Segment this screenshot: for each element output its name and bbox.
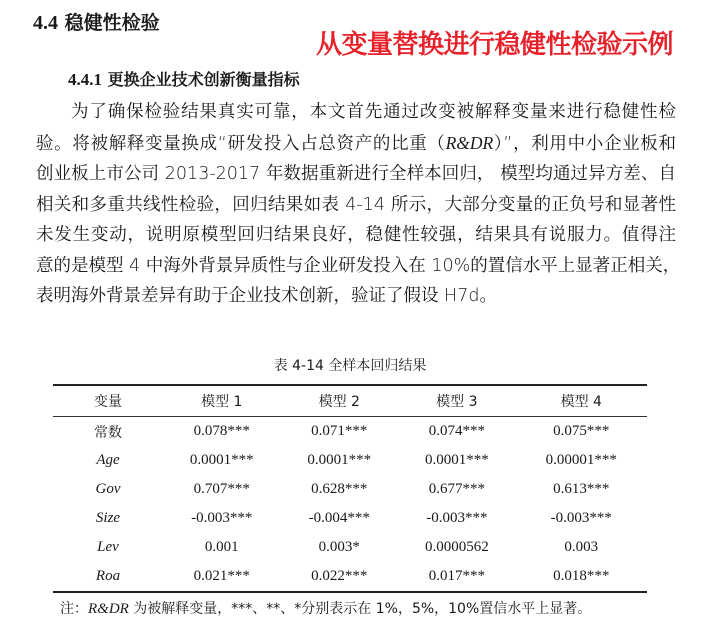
paragraph-line: 表明海外背景差异有助于企业技术创新，验证了假设 H7d。	[36, 286, 497, 306]
cell: 0.677***	[428, 481, 485, 497]
table-caption: 表 4-14 全样本回归结果	[273, 358, 427, 374]
header-model-3: 模型 3	[436, 394, 478, 410]
header-model-4: 模型 4	[560, 394, 602, 410]
note-dep-var: R&DR	[88, 601, 129, 617]
section-heading	[33, 8, 160, 35]
banner-title: 从变量替换进行稳健性检验示例	[316, 30, 674, 60]
row-variable: Lev	[97, 539, 119, 555]
paragraph-line: 意的是模型 4 中海外背景异质性与企业研发投入在 10%的置信水平上显著正相关，	[36, 255, 681, 276]
header-variable: 变量	[94, 394, 122, 410]
cell: 0.0001***	[424, 452, 489, 468]
cell: 0.075***	[553, 423, 610, 439]
section-number: 4.4	[33, 12, 58, 34]
cell: 0.078***	[193, 423, 250, 439]
cell: 0.00001***	[545, 452, 617, 468]
cell: 0.022***	[311, 568, 368, 584]
row-variable: Age	[96, 452, 120, 468]
row-variable: Roa	[95, 568, 121, 584]
header-model-1: 模型 1	[201, 394, 243, 410]
cell: 0.074***	[428, 423, 485, 439]
cell: 0.0001***	[189, 452, 254, 468]
cell: 0.707***	[193, 481, 250, 497]
row-variable: 常数	[94, 424, 122, 441]
table-header-row	[53, 385, 647, 417]
table-row	[53, 417, 647, 447]
cell: 0.003	[564, 539, 599, 555]
row-variable: Size	[95, 510, 121, 526]
cell: -0.003***	[191, 510, 253, 526]
paragraph-line: 为了确保检验结果真实可靠，本文首先通过改变被解释变量来进行稳健性检	[71, 102, 676, 122]
regression-table	[53, 384, 647, 593]
row-variable: Gov	[95, 481, 121, 497]
paragraph-line: 相关和多重共线性检验，回归结果如表 4-14 所示，大部分变量的正负号和显著性	[36, 194, 676, 215]
line-text: ）”，利用中小企业板和	[493, 133, 676, 154]
cell: 0.0001***	[307, 452, 372, 468]
note-text: 为被解释变量，***、**、*分别表示在 1%，5%，10%置信水平上显著。	[128, 601, 592, 617]
cell: 0.613***	[553, 481, 610, 497]
subsection-number: 4.4.1	[68, 70, 102, 89]
table-row	[53, 446, 647, 475]
cell: 0.018***	[553, 568, 610, 584]
cell: 0.628***	[311, 481, 368, 497]
paragraph-line: 未发生变动，说明原模型回归结果良好，稳健性较强，结果具有说服力。值得注	[36, 225, 676, 245]
cell: 0.071***	[311, 423, 368, 439]
table-row	[53, 562, 647, 592]
line-text: 验。将被解释变量换成“研发投入占总资产的比重（	[36, 133, 446, 154]
table-row	[53, 475, 647, 504]
cell: -0.003***	[426, 510, 488, 526]
subsection-title: 更换企业技术创新衡量指标	[107, 70, 300, 89]
section-title: 稳健性检验	[64, 12, 160, 34]
header-model-2: 模型 2	[318, 394, 360, 410]
body-paragraph	[36, 97, 681, 312]
cell: -0.004***	[308, 510, 370, 526]
paragraph-line: 创业板上市公司 2013-2017 年数据重新进行全样本回归， 模型均通过异方差、自	[36, 164, 676, 184]
table-note	[60, 598, 591, 618]
cell: 0.021***	[193, 568, 250, 584]
cell: 0.003*	[318, 539, 360, 555]
note-prefix: 注：	[60, 601, 88, 617]
cell: 0.017***	[428, 568, 485, 584]
paragraph-line	[36, 128, 676, 160]
cell: 0.001	[204, 539, 239, 555]
table-row	[53, 533, 647, 562]
cell: -0.003***	[550, 510, 612, 526]
subsection-heading	[68, 67, 300, 90]
dep-var-italic: R&DR	[445, 132, 494, 153]
cell: 0.0000562	[424, 539, 489, 555]
table-row	[53, 504, 647, 533]
